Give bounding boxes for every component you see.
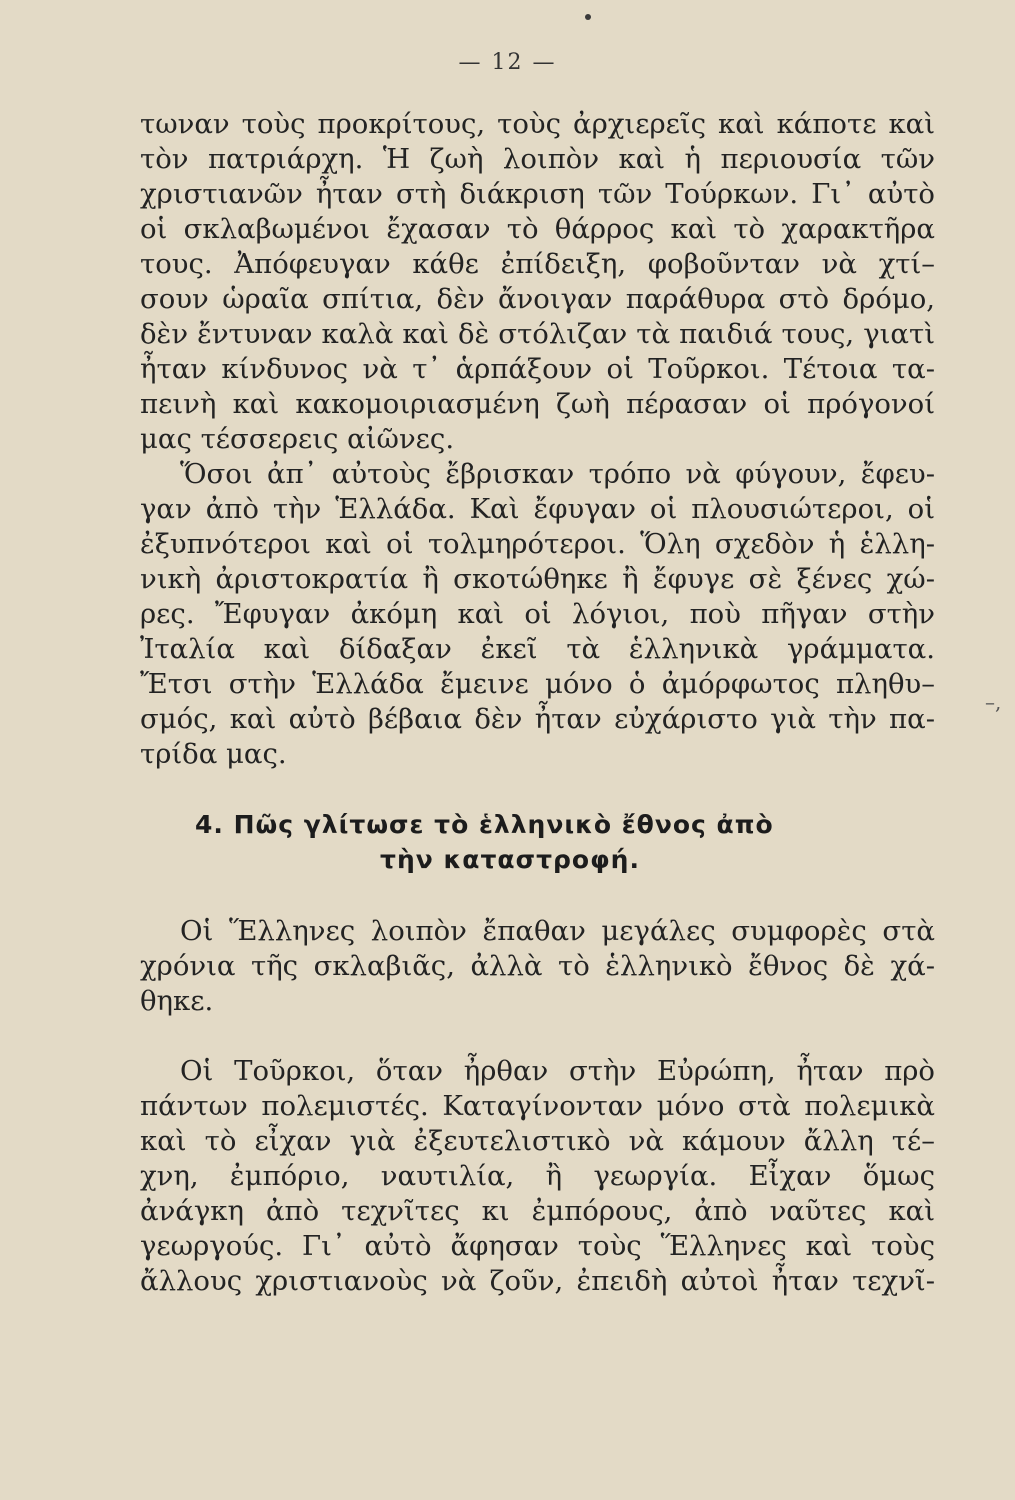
text-line: μας τέσσερεις αἰῶνες.: [140, 423, 455, 455]
text-line: Ἰταλία καὶ δίδαξαν ἐκεῖ τὰ ἑλληνικὰ γράμματα.: [140, 633, 935, 665]
text-line: τρίδα μας.: [140, 738, 287, 770]
text-line: χρόνια τῆς σκλαβιᾶς, ἀλλὰ τὸ ἑλληνικὸ ἔθνος δὲ χά-: [140, 950, 935, 982]
section-heading-line-1: 4. Πῶς γλίτωσε τὸ ἑλληνικὸ ἔθνος ἀπὸ: [195, 810, 774, 839]
text-line: σουν ὡραῖα σπίτια, δὲν ἄνοιγαν παράθυρα στὸ δρόμο,: [140, 283, 935, 315]
text-line: Ὅσοι ἀπ᾿ αὐτοὺς ἔβρισκαν τρόπο νὰ φύγουν, ἔφευ-: [180, 458, 935, 490]
page-speck: [585, 14, 591, 20]
text-line: χριστιανῶν ἦταν στὴ διάκριση τῶν Τούρκων. Γι᾿ αὐτὸ: [140, 178, 935, 210]
text-line: γαν ἀπὸ τὴν Ἑλλάδα. Καὶ ἔφυγαν οἱ πλουσιώτεροι, οἱ: [140, 493, 935, 525]
text-line: θηκε.: [140, 985, 214, 1017]
section-heading-line-2: τὴν καταστροφή.: [380, 845, 640, 874]
text-line: Οἱ Τοῦρκοι, ὅταν ἦρθαν στὴν Εὐρώπη, ἦταν πρὸ: [180, 1055, 935, 1087]
text-line: οἱ σκλαβωμένοι ἔχασαν τὸ θάρρος καὶ τὸ χαρακτῆρα: [140, 213, 935, 245]
text-line: νικὴ ἀριστοκρατία ἢ σκοτώθηκε ἢ ἔφυγε σὲ ξένες χώ-: [140, 563, 935, 595]
text-line: χνη, ἐμπόριο, ναυτιλία, ἢ γεωργία. Εἶχαν ὅμως: [140, 1160, 935, 1192]
text-line: τους. Ἀπόφευγαν κάθε ἐπίδειξη, φοβοῦνταν νὰ χτί–: [140, 248, 935, 280]
text-line: δὲν ἔντυναν καλὰ καὶ δὲ στόλιζαν τὰ παιδιά τους, γιατὶ: [140, 318, 935, 350]
text-line: τωναν τοὺς προκρίτους, τοὺς ἀρχιερεῖς καὶ κάποτε καὶ: [140, 108, 935, 140]
text-line: ἀνάγκη ἀπὸ τεχνῖτες κι ἐμπόρους, ἀπὸ ναῦτες καὶ: [140, 1195, 935, 1227]
page-number: — 12 —: [458, 50, 557, 75]
text-line: σμός, καὶ αὐτὸ βέβαια δὲν ἦταν εὐχάριστο γιὰ τὴν πα-: [140, 703, 935, 735]
text-line: καὶ τὸ εἶχαν γιὰ ἐξευτελιστικὸ νὰ κάμουν ἄλλη τέ–: [140, 1125, 935, 1157]
text-line: γεωργούς. Γι᾿ αὐτὸ ἄφησαν τοὺς Ἕλληνες καὶ τοὺς: [140, 1230, 935, 1262]
text-line: Ἔτσι στὴν Ἑλλάδα ἔμεινε μόνο ὁ ἀμόρφωτος πληθυ–: [140, 668, 935, 700]
text-line: ρες. Ἔφυγαν ἀκόμη καὶ οἱ λόγιοι, ποὺ πῆγαν στὴν: [140, 598, 935, 630]
text-line: ἄλλους χριστιανοὺς νὰ ζοῦν, ἐπειδὴ αὐτοὶ ἦταν τεχνῖ-: [140, 1265, 935, 1297]
margin-mark: –,: [985, 690, 1002, 714]
text-line: πεινὴ καὶ κακομοιριασμένη ζωὴ πέρασαν οἱ πρόγονοί: [140, 388, 935, 420]
text-line: ἦταν κίνδυνος νὰ τ᾿ ἁρπάξουν οἱ Τοῦρκοι. Τέτοια τα-: [140, 353, 935, 385]
text-line: τὸν πατριάρχη. Ἡ ζωὴ λοιπὸν καὶ ἡ περιουσία τῶν: [140, 143, 935, 175]
text-line: Οἱ Ἕλληνες λοιπὸν ἔπαθαν μεγάλες συμφορὲς στὰ: [180, 915, 935, 947]
text-line: ἐξυπνότεροι καὶ οἱ τολμηρότεροι. Ὅλη σχεδὸν ἡ ἑλλη-: [140, 528, 935, 560]
text-line: πάντων πολεμιστές. Καταγίνονταν μόνο στὰ πολεμικὰ: [140, 1090, 935, 1122]
